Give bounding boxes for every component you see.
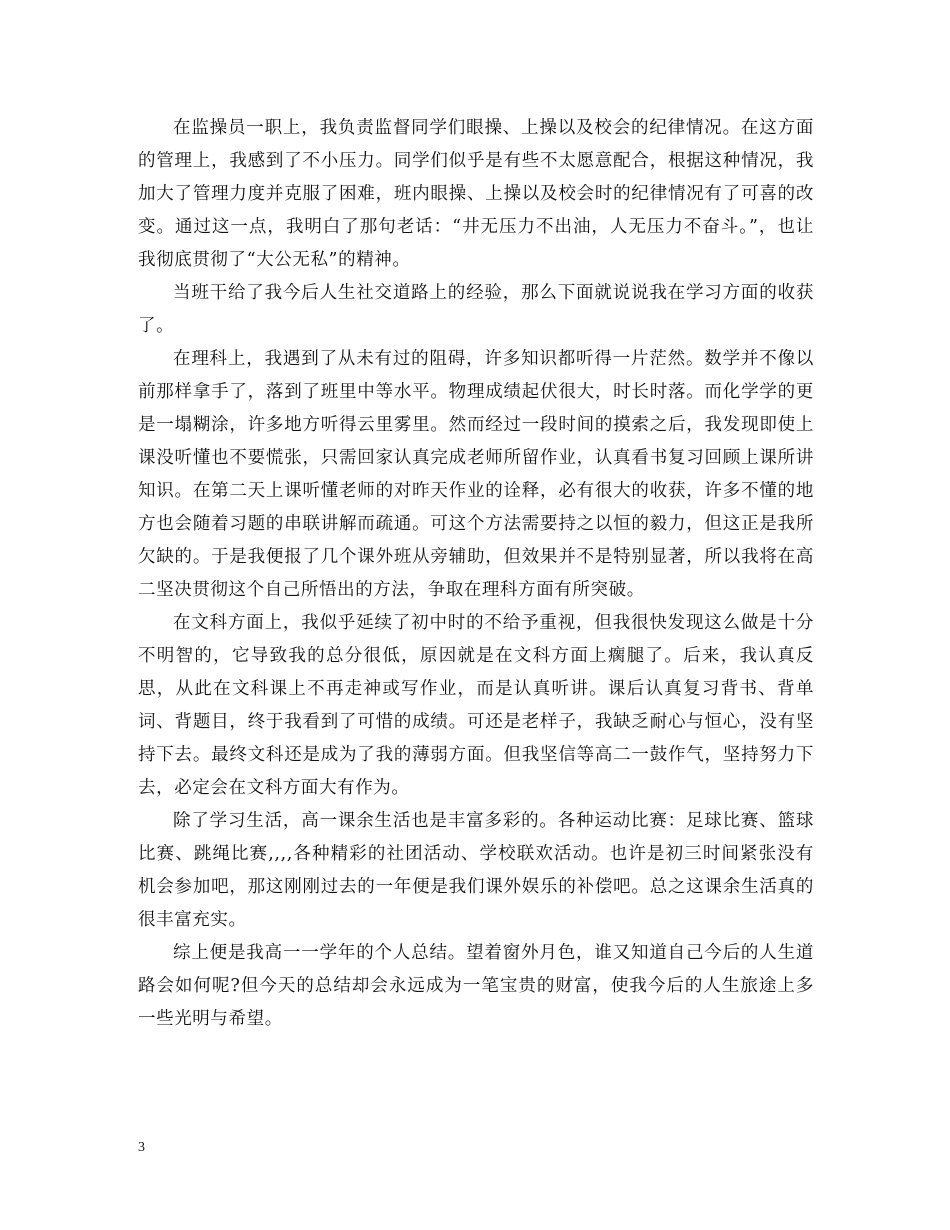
paragraph-liberal-arts: 在文科方面上，我似乎延续了初中时的不给予重视，但我很快发现这么做是十分不明智的，它导致我的总分很低，原因就是在文科方面上瘸腿了。后来，我认真反思，从此在文科课上不再走神或写作业，而是认真听讲。课后认真复习背书、背单词、背题目，终于我看到了可惜的成绩。可还是老样子，我缺乏耐心与恒心，没有坚持下去。最终文科还是成为了我的薄弱方面。但我坚信等高二一鼓作气，坚持努力下去，必定会在文科方面大有作为。 — [138, 613, 814, 798]
paragraph-monitor-duty: 在监操员一职上，我负责监督同学们眼操、上操以及校会的纪律情况。在这方面的管理上，我感到了不小压力。同学们似乎是有些不太愿意配合，根据这种情况，我加大了管理力度并克服了困难，班内眼操、上操以及校会时的纪律情况有了可喜的改变。通过这一点，我明白了那句老话：“井无压力不出油，人无压力不奋斗。”，也让我彻底贯彻了“大公无私”的精神。 — [138, 118, 814, 270]
page-number: 3 — [138, 1140, 145, 1155]
paragraph-conclusion: 综上便是我高一一学年的个人总结。望着窗外月色，谁又知道自己今后的人生道路会如何呢?但今天的总结却会永远成为一笔宝贵的财富，使我今后的人生旅途上多一些光明与希望。 — [138, 943, 814, 1029]
paragraph-extracurricular: 除了学习生活，高一课余生活也是丰富多彩的。各种运动比赛：足球比赛、篮球比赛、跳绳比赛,,,,各种精彩的社团活动、学校联欢活动。也许是初三时间紧张没有机会参加吧，那这刚刚过去的一年便是我们课外娱乐的补偿吧。总之这课余生活真的很丰富充实。 — [138, 811, 814, 930]
paragraph-science: 在理科上，我遇到了从未有过的阻碍，许多知识都听得一片茫然。数学并不像以前那样拿手了，落到了班里中等水平。物理成绩起伏很大，时长时落。而化学学的更是一塌糊涂，许多地方听得云里雾里。然而经过一段时间的摸索之后，我发现即使上课没听懂也不要慌张，只需回家认真完成老师所留作业，认真看书复习回顾上课所讲知识。在第二天上课听懂老师的对昨天作业的诠释，必有很大的收获，许多不懂的地方也会随着习题的串联讲解而疏通。可这个方法需要持之以恒的毅力，但这正是我所欠缺的。于是我便报了几个课外班从旁辅助，但效果并不是特别显著，所以我将在高二坚决贯彻这个自己所悟出的方法，争取在理科方面有所突破。 — [138, 349, 814, 600]
document-body — [138, 112, 814, 1036]
paragraph-transition: 当班干给了我今后人生社交道路上的经验，那么下面就说说我在学习方面的收获了。 — [138, 283, 814, 336]
